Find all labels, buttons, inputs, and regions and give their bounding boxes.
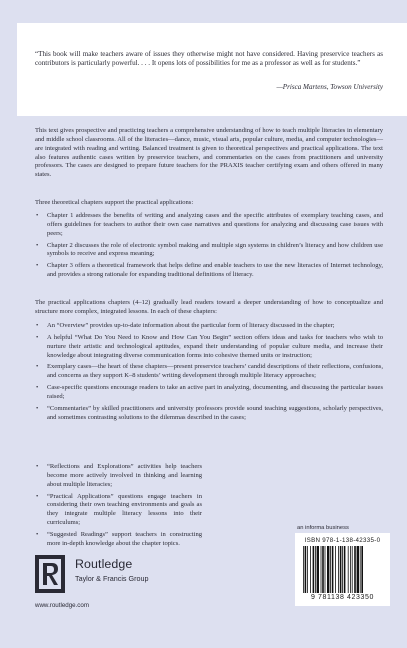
bullet-icon: • xyxy=(36,463,39,470)
feature-list xyxy=(35,463,202,549)
publisher-logo xyxy=(35,555,195,615)
bullet-icon: • xyxy=(36,262,39,270)
list-item: • A helpful “What Do You Need to Know and How Can You Begin” section offers ideas and tasks for teachers who wish to nurture their artistic and technological aptitudes, expand their understanding of popular culture media, and increase their knowledge about integrating diverse communication forms into cohesive themed units or instruction; xyxy=(36,333,383,359)
list-item: • Chapter 2 discusses the role of electronic symbol making and multiple sign systems in children’s literacy and how children use symbols to receive and express meaning; xyxy=(36,241,383,258)
barcode-icon xyxy=(303,546,383,593)
endorsement-panel xyxy=(17,23,407,116)
publisher-url[interactable]: www.routledge.com xyxy=(35,602,89,609)
list-item: • “Reflections and Explorations” activities help teachers become more actively involved in thinking and learning about multiple literacies; xyxy=(36,463,202,488)
list-item: • Exemplary cases—the heart of these chapters—present preservice teachers’ candid descriptions of their reflections, confusions, and concerns as they support K–8 students’ writing development through multiple literacy approaches; xyxy=(36,363,383,380)
publisher-name: Routledge xyxy=(75,557,133,571)
bullet-icon: • xyxy=(36,530,39,538)
informa-tagline: an informa business xyxy=(297,525,349,531)
list-item: • “Suggested Readings” support teachers in constructing more in-depth knowledge about the chapter topics. xyxy=(36,530,202,547)
list-item: • “Practical Applications” questions engage teachers in considering their own teaching environments and goals as they integrate multiple literacy lessons into their curriculums; xyxy=(36,492,202,527)
list-item: • An “Overview” provides up-to-date information about the particular form of literacy discussed in the chapter; xyxy=(36,322,335,329)
bullet-icon: • xyxy=(36,241,39,249)
list-item: • Case-specific questions encourage readers to take an active part in analyzing, documenting, and discussing the particular issues raised; xyxy=(36,384,383,400)
isbn-label: ISBN 978-1-138-42335-0 xyxy=(304,537,381,544)
bullet-icon: • xyxy=(36,404,39,412)
list-item: • “Commentaries” by skilled practitioners and university professors provide sound teaching suggestions, scholarly perspectives, and sometimes contrasting solutions to the dilemmas described in the cases; xyxy=(36,404,383,421)
endorsement-quote: “This book will make teachers aware of issues they otherwise might not have considered. Having preservice teachers as contributors is particularly powerful. . . . It opens lots of possibilities for me as a professor as well as for students.” xyxy=(35,50,383,68)
bullet-icon: • xyxy=(36,384,39,392)
description-paragraph: This text gives prospective and practicing teachers a comprehensive understanding of how to teach multiple literacies in elementary and middle school classrooms. All of the literacies—dance, music, visual arts, popular culture, media, and computer technologies—are integrated with reading and writing. Balanced treatment is given to theoretical perspectives and practical applications. The text also features authentic cases written by preservice teachers, and commentaries on the cases from practitioners and university professors. The cases are designed to prepare future teachers for the PRAXIS teacher certifying exam and others offered in many states. xyxy=(35,127,383,179)
practical-lead: The practical applications chapters (4–12) gradually lead readers toward a deeper understanding of how to conceptualize and structure more complex, integrated lessons. In each of these chapters: xyxy=(35,299,383,315)
bullet-icon: • xyxy=(36,333,39,341)
bullet-icon: • xyxy=(36,363,39,371)
list-item: • Chapter 3 offers a theoretical framework that helps define and enable teachers to use the new literacies of Internet technology, and provides a strong rationale for expanding traditional definitions of literacy. xyxy=(36,262,383,279)
list-item: • Chapter 1 addresses the benefits of writing and analyzing cases and the specific attributes of exemplary teaching cases, and offers guidelines for teachers to author their own case narratives and questions for analyzing and discussing case issues with peers; xyxy=(36,212,383,237)
barcode-number: 9 781138 423350 xyxy=(311,594,374,601)
endorsement-attribution: —Prisca Martens, Towson University xyxy=(276,83,383,91)
bullet-icon: • xyxy=(36,212,39,219)
bullet-icon: • xyxy=(36,492,39,500)
bullet-icon: • xyxy=(36,322,39,329)
theory-lead: Three theoretical chapters support the practical applications: xyxy=(35,199,194,206)
routledge-logo-icon xyxy=(35,555,65,593)
barcode-panel xyxy=(295,533,390,606)
theory-chapters-list xyxy=(35,212,383,280)
practical-chapters-list xyxy=(35,322,383,422)
publisher-group: Taylor & Francis Group xyxy=(75,574,149,583)
